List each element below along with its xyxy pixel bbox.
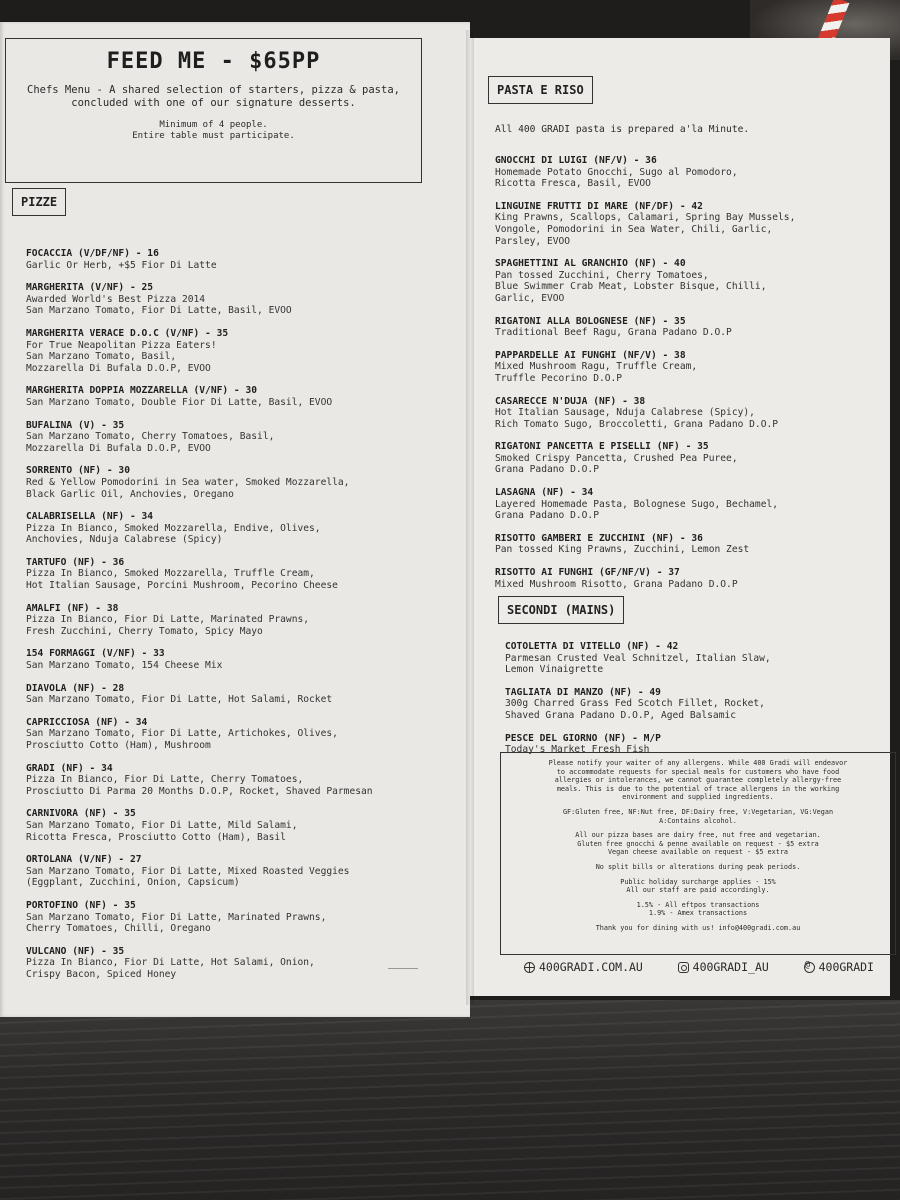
menu-item (505, 687, 890, 722)
menu-item-description: For True Neapolitan Pizza Eaters! San Marzano Tomato, Basil, Mozzarella Di Bufala D.O.P, EVOO (26, 339, 217, 374)
menu-item (26, 648, 456, 671)
allergen-notice: Please notify your waiter of any allergens. While 400 Gradi will endeavor to accommodate requests for special meals for customers who have food allergies or intolerances, we cannot guarantee completely allergy-free meals. This is due to the potential of trace allergens in the working environment and supplied ingredients. (548, 759, 848, 802)
menu-item-description: San Marzano Tomato, Fior Di Latte, Hot Salami, Rocket (26, 694, 333, 706)
feed-me-table-rule: Entire table must participate. (132, 131, 295, 141)
instagram-icon (678, 962, 689, 973)
menu-item (26, 854, 456, 889)
menu-item-name: COTOLETTA DI VITELLO (NF) - 42 (505, 641, 679, 652)
menu-item-description: San Marzano Tomato, Fior Di Latte, Artichokes, Olives, Prosciutto Cotto (Ham), Mushroom (26, 728, 338, 751)
menu-item-name: FOCACCIA (V/DF/NF) - 16 (26, 248, 159, 259)
menu-item-description: San Marzano Tomato, Cherry Tomatoes, Basil, Mozzarella Di Bufala D.O.P, EVOO (26, 431, 275, 454)
menu-item-description: San Marzano Tomato, Fior Di Latte, Mild Salami, Ricotta Fresca, Prosciutto Cotto (Ham), Basil (26, 819, 298, 843)
menu-item-name: GNOCCHI DI LUIGI (NF/V) - 36 (495, 155, 657, 166)
menu-item-description: Smoked Crispy Pancetta, Crushed Pea Puree, Grana Padano D.O.P (495, 452, 738, 476)
secondi-heading: SECONDI (MAINS) (498, 596, 624, 624)
menu-item-description: San Marzano Tomato, 154 Cheese Mix (26, 660, 223, 672)
menu-item (26, 683, 456, 706)
menu-item-name: MARGHERITA (V/NF) - 25 (26, 282, 154, 294)
thanks-note: Thank you for dining with us! info@400gradi.com.au (595, 923, 801, 932)
menu-item-name: RISOTTO AI FUNGHI (GF/NF/V) - 37 (495, 567, 680, 579)
menu-item-name: PORTOFINO (NF) - 35 (26, 899, 136, 911)
menu-item-name: ORTOLANA (V/NF) - 27 (26, 854, 142, 866)
menu-item-name: LINGUINE FRUTTI DI MARE (NF/DF) - 42 (495, 200, 703, 212)
menu-item (505, 641, 890, 676)
website-text: 400GRADI.COM.AU (539, 960, 643, 974)
menu-item (26, 946, 456, 981)
menu-item-name: TAGLIATA DI MANZO (NF) - 49 (505, 686, 661, 698)
menu-item-description: San Marzano Tomato, Double Fior Di Latte, Basil, EVOO (26, 396, 333, 408)
menu-item (26, 717, 456, 752)
menu-item-name: GRADI (NF) - 34 (26, 762, 113, 774)
menu-item-name: CASARECCE N'DUJA (NF) - 38 (495, 395, 646, 407)
menu-item (26, 420, 456, 455)
menu-item (495, 487, 890, 522)
pasta-intro: All 400 GRADI pasta is prepared a'la Minute. (495, 124, 750, 135)
secondi-list (505, 641, 890, 767)
menu-item (495, 316, 890, 339)
menu-item-description: San Marzano Tomato, Fior Di Latte, Mixed Roasted Veggies (Eggplant, Zucchini, Onion, Capsicum) (26, 865, 350, 889)
menu-item-name: CAPRICCIOSA (NF) - 34 (26, 716, 148, 728)
menu-item-name: LASAGNA (NF) - 34 (495, 487, 594, 499)
menu-item (495, 396, 890, 431)
menu-item (26, 808, 456, 843)
menu-item (26, 603, 456, 638)
menu-item (495, 155, 890, 190)
menu-item (26, 282, 456, 317)
menu-item (26, 328, 456, 374)
menu-item-description: Pan tossed King Prawns, Zucchini, Lemon Zest (495, 544, 750, 556)
menu-item-description: Pizza In Bianco, Smoked Mozzarella, Endive, Olives, Anchovies, Nduja Calabrese (Spicy) (26, 522, 321, 546)
menu-item-description: Garlic Or Herb, +$5 Fior Di Latte (26, 259, 217, 271)
menu-item-description: Hot Italian Sausage, Nduja Calabrese (Spicy), Rich Tomato Sugo, Broccoletti, Grana Padano D.O.P (495, 407, 779, 430)
feed-me-minimum: Minimum of 4 people. (159, 120, 268, 130)
menu-item-name: TARTUFO (NF) - 36 (26, 556, 125, 568)
menu-item-name: RIGATONI PANCETTA E PISELLI (NF) - 35 (495, 441, 709, 453)
threads-link (804, 960, 874, 974)
card-fees-note: 1.5% - All eftpos transactions 1.9% - Amex transactions (636, 900, 760, 918)
menu-item-description: Mixed Mushroom Risotto, Grana Padano D.O.P (495, 578, 738, 590)
menu-fold (466, 30, 474, 1005)
menu-item (495, 441, 890, 476)
menu-item (495, 533, 890, 556)
menu-item (26, 248, 456, 271)
pasta-list (495, 155, 890, 601)
menu-item-description: Layered Homemade Pasta, Bolognese Sugo, Bechamel, Grana Padano D.O.P (495, 498, 779, 522)
menu-item-name: CARNIVORA (NF) - 35 (26, 808, 136, 820)
menu-item-name: AMALFI (NF) - 38 (26, 602, 119, 614)
menu-item-description: Pizza In Bianco, Fior Di Latte, Cherry Tomatoes, Prosciutto Di Parma 20 Months D.O.P, Rocket, Shaved Parmesan (26, 774, 373, 797)
menu-item (26, 385, 456, 408)
social-links (524, 960, 874, 974)
menu-item-name: RIGATONI ALLA BOLOGNESE (NF) - 35 (495, 315, 686, 327)
menu-item-description: Pan tossed Zucchini, Cherry Tomatoes, Blue Swimmer Crab Meat, Lobster Bisque, Chilli, Garlic, EVOO (495, 269, 767, 304)
pizza-bases-note: All our pizza bases are dairy free, nut free and vegetarian. Gluten free gnocchi & penne available on request - $5 extra Vegan cheese available on request - $5 extra (575, 831, 821, 857)
menu-item-name: SPAGHETTINI AL GRANCHIO (NF) - 40 (495, 258, 686, 270)
dietary-legend: GF:Gluten free, NF:Nut free, DF:Dairy free, V:Vegetarian, VG:Vegan A:Contains alcohol. (562, 807, 834, 825)
menu-item-description: Pizza In Bianco, Fior Di Latte, Marinated Prawns, Fresh Zucchini, Cherry Tomato, Spicy Mayo (26, 614, 310, 637)
menu-item (26, 511, 456, 546)
menu-item-description: King Prawns, Scallops, Calamari, Spring Bay Mussels, Vongole, Pomodorini in Sea Water, Chili, Garlic, Parsley, EVOO (495, 212, 796, 247)
pizze-heading: PIZZE (12, 188, 66, 216)
menu-item-name: 154 FORMAGGI (V/NF) - 33 (26, 648, 165, 660)
threads-text: 400GRADI (818, 960, 874, 974)
menu-item-description: Pizza In Bianco, Fior Di Latte, Hot Salami, Onion, Crispy Bacon, Spiced Honey (26, 957, 315, 980)
feed-me-note (6, 120, 421, 142)
menu-item-description: Pizza In Bianco, Smoked Mozzarella, Truffle Cream, Hot Italian Sausage, Porcini Mushroom, Pecorino Cheese (26, 568, 338, 592)
menu-item-name: RISOTTO GAMBERI E ZUCCHINI (NF) - 36 (495, 532, 703, 544)
menu-item (26, 557, 456, 592)
menu-item-description: Homemade Potato Gnocchi, Sugo al Pomodoro, Ricotta Fresca, Basil, EVOO (495, 166, 738, 190)
menu-item (495, 201, 890, 247)
feed-me-box (5, 38, 422, 183)
menu-item-description: Traditional Beef Ragu, Grana Padano D.O.P (495, 327, 732, 339)
menu-item-name: CALABRISELLA (NF) - 34 (26, 511, 154, 523)
menu-item (26, 763, 456, 798)
menu-item-name: MARGHERITA VERACE D.O.C (V/NF) - 35 (26, 327, 229, 339)
menu-item (495, 258, 890, 304)
menu-item-name: VULCANO (NF) - 35 (26, 945, 125, 957)
menu-item-description: Parmesan Crusted Veal Schnitzel, Italian Slaw, Lemon Vinaigrette (505, 652, 771, 676)
menu-item-description: Red & Yellow Pomodorini in Sea water, Smoked Mozzarella, Black Garlic Oil, Anchovies, Oregano (26, 476, 350, 500)
menu-item-description: San Marzano Tomato, Fior Di Latte, Marinated Prawns, Cherry Tomatoes, Chilli, Oregano (26, 911, 327, 935)
menu-item-name: DIAVOLA (NF) - 28 (26, 682, 125, 694)
menu-item-description: 300g Charred Grass Fed Scotch Fillet, Rocket, Shaved Grana Padano D.O.P, Aged Balsamic (505, 698, 765, 721)
menu-item-name: SORRENTO (NF) - 30 (26, 465, 130, 477)
menu-item-description: Mixed Mushroom Ragu, Truffle Cream, Truffle Pecorino D.O.P (495, 361, 698, 384)
holiday-surcharge-note: Public holiday surcharge applies - 15% All our staff are paid accordingly. (620, 877, 776, 895)
allergen-info-box (500, 752, 896, 955)
feed-me-description: Chefs Menu - A shared selection of starters, pizza & pasta, concluded with one of our signature desserts. (27, 84, 400, 109)
table-surface (0, 1000, 900, 1200)
menu-item-name: PAPPARDELLE AI FUNGHI (NF/V) - 38 (495, 349, 686, 361)
menu-item-name: BUFALINA (V) - 35 (26, 419, 125, 431)
page-edge-mark (388, 968, 418, 969)
menu-item (495, 350, 890, 385)
instagram-link (678, 960, 769, 974)
threads-icon (804, 962, 815, 973)
menu-item-name: MARGHERITA DOPPIA MOZZARELLA (V/NF) - 30 (26, 385, 258, 397)
globe-icon (524, 962, 535, 973)
menu-item (26, 465, 456, 500)
split-bills-note: No split bills or alterations during peak periods. (595, 862, 801, 871)
pasta-heading: PASTA E RISO (488, 76, 593, 104)
menu-item-description: Awarded World's Best Pizza 2014 San Marzano Tomato, Fior Di Latte, Basil, EVOO (26, 293, 292, 317)
pizze-list (26, 248, 456, 992)
menu-item-description: Today's Market Fresh Fish (505, 744, 650, 756)
instagram-text: 400GRADI_AU (692, 960, 769, 974)
menu-item (26, 900, 456, 935)
menu-item (495, 567, 890, 590)
website-link (524, 960, 643, 974)
feed-me-title: FEED ME - $65PP (106, 49, 321, 74)
menu-item-name: PESCE DEL GIORNO (NF) - M/P (505, 732, 661, 744)
